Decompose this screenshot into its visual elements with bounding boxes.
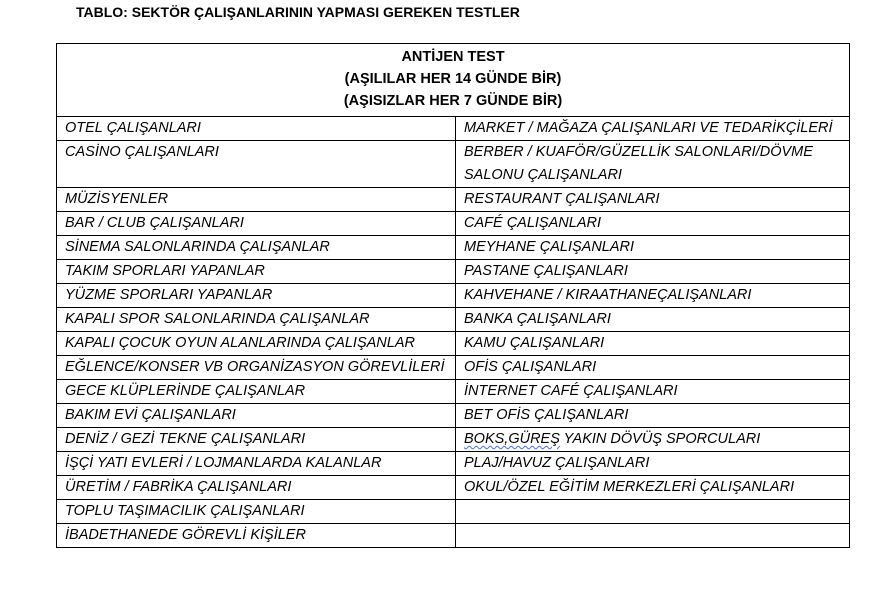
table-cell-left: OTEL ÇALIŞANLARI xyxy=(57,117,456,141)
table-cell-right: BERBER / KUAFÖR/GÜZELLİK SALONLARI/DÖVME SALONU ÇALIŞANLARI xyxy=(456,141,850,188)
table-row xyxy=(57,524,850,548)
spellcheck-underlined-text: BOKS,GÜREŞ xyxy=(464,431,560,447)
table-row xyxy=(57,212,850,236)
table-cell-left: TAKIM SPORLARI YAPANLAR xyxy=(57,260,456,284)
table-cell-left: EĞLENCE/KONSER VB ORGANİZASYON GÖREVLİLERİ xyxy=(57,356,456,380)
table-cell-left: GECE KLÜPLERİNDE ÇALIŞANLAR xyxy=(57,380,456,404)
table-row xyxy=(57,260,850,284)
header-unvaccinated-frequency: (AŞISIZLAR HER 7 GÜNDE BİR) xyxy=(343,93,563,109)
table-header-row xyxy=(57,44,850,117)
table-cell-left: TOPLU TAŞIMACILIK ÇALIŞANLARI xyxy=(57,500,456,524)
table-cell-right xyxy=(456,428,850,452)
table-cell-left: KAPALI ÇOCUK OYUN ALANLARINDA ÇALIŞANLAR xyxy=(57,332,456,356)
table-row xyxy=(57,404,850,428)
table-cell-left: BAR / CLUB ÇALIŞANLARI xyxy=(57,212,456,236)
table-cell-left: ÜRETİM / FABRİKA ÇALIŞANLARI xyxy=(57,476,456,500)
table-cell-right: BET OFİS ÇALIŞANLARI xyxy=(456,404,850,428)
table-row xyxy=(57,308,850,332)
table-row xyxy=(57,332,850,356)
table-cell-right: CAFÉ ÇALIŞANLARI xyxy=(456,212,850,236)
table-cell-right-rest: YAKIN DÖVÜŞ SPORCULARI xyxy=(559,431,761,447)
table-cell-right: RESTAURANT ÇALIŞANLARI xyxy=(456,188,850,212)
table-cell-left: İBADETHANEDE GÖREVLİ KİŞİLER xyxy=(57,524,456,548)
table-row xyxy=(57,356,850,380)
table-cell-left: YÜZME SPORLARI YAPANLAR xyxy=(57,284,456,308)
table-row xyxy=(57,452,850,476)
table-cell-left: KAPALI SPOR SALONLARINDA ÇALIŞANLAR xyxy=(57,308,456,332)
test-requirements-table xyxy=(56,43,850,548)
table-cell-right: KAMU ÇALIŞANLARI xyxy=(456,332,850,356)
table-cell-right: OFİS ÇALIŞANLARI xyxy=(456,356,850,380)
table-row xyxy=(57,380,850,404)
table-caption: TABLO: SEKTÖR ÇALIŞANLARININ YAPMASI GEREKEN TESTLER xyxy=(76,4,520,20)
table-row xyxy=(57,141,850,188)
table-row xyxy=(57,500,850,524)
table-cell-right: OKUL/ÖZEL EĞİTİM MERKEZLERİ ÇALIŞANLARI xyxy=(456,476,850,500)
table-cell-right xyxy=(456,524,850,548)
table-cell-right: PASTANE ÇALIŞANLARI xyxy=(456,260,850,284)
table-row xyxy=(57,117,850,141)
table-cell-right: İNTERNET CAFÉ ÇALIŞANLARI xyxy=(456,380,850,404)
table-cell-left: MÜZİSYENLER xyxy=(57,188,456,212)
table-cell-left: DENİZ / GEZİ TEKNE ÇALIŞANLARI xyxy=(57,428,456,452)
table-cell-right: PLAJ/HAVUZ ÇALIŞANLARI xyxy=(456,452,850,476)
header-test-type: ANTİJEN TEST xyxy=(401,49,505,65)
table-cell-left: İŞÇİ YATI EVLERİ / LOJMANLARDA KALANLAR xyxy=(57,452,456,476)
table-cell-left: CASİNO ÇALIŞANLARI xyxy=(57,141,456,188)
table-cell-left: SİNEMA SALONLARINDA ÇALIŞANLAR xyxy=(57,236,456,260)
table-row xyxy=(57,284,850,308)
table-cell-right: KAHVEHANE / KIRAATHANEÇALIŞANLARI xyxy=(456,284,850,308)
header-vaccinated-frequency: (AŞILILAR HER 14 GÜNDE BİR) xyxy=(344,71,562,87)
table-header-cell xyxy=(57,44,850,117)
table-row xyxy=(57,188,850,212)
table-cell-left: BAKIM EVİ ÇALIŞANLARI xyxy=(57,404,456,428)
table-row xyxy=(57,428,850,452)
table-row xyxy=(57,476,850,500)
table-cell-right: MEYHANE ÇALIŞANLARI xyxy=(456,236,850,260)
table-cell-right: MARKET / MAĞAZA ÇALIŞANLARI VE TEDARİKÇİLERİ xyxy=(456,117,850,141)
table-cell-right: BANKA ÇALIŞANLARI xyxy=(456,308,850,332)
table-row xyxy=(57,236,850,260)
table-cell-right xyxy=(456,500,850,524)
